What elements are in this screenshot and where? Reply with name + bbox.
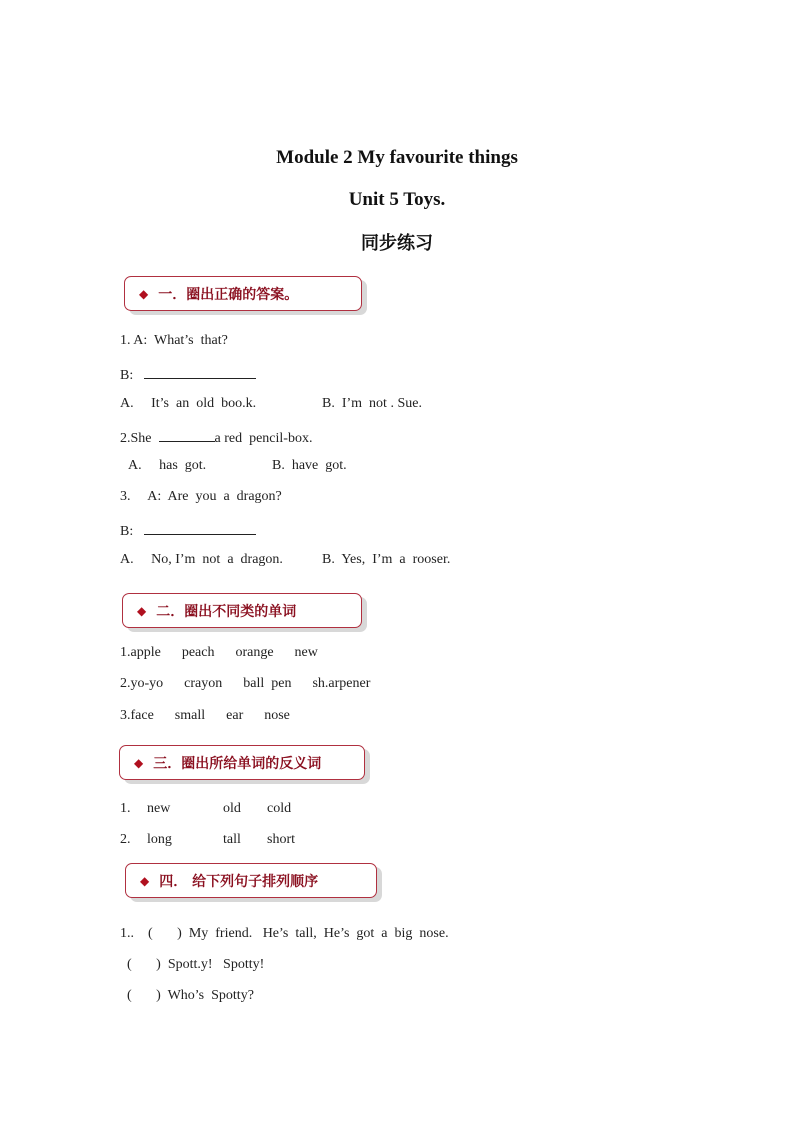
antonym-row-1-choice: cold bbox=[267, 801, 292, 816]
option-b-2: B. have got. bbox=[272, 458, 347, 473]
antonym-row-2-word: long bbox=[147, 832, 172, 847]
antonym-row-1-num: 1. bbox=[120, 801, 131, 816]
answer-blank bbox=[144, 520, 256, 535]
section-header-2 bbox=[122, 593, 362, 628]
unit-title: Unit 5 Toys. bbox=[348, 189, 446, 210]
question-2: 2.She a red pencil-box. bbox=[120, 427, 312, 447]
page-subtitle: 同步练习 bbox=[361, 233, 433, 254]
antonym-row-1-word: new bbox=[147, 801, 171, 816]
option-b-3: B. Yes, I’m a rooser. bbox=[322, 552, 451, 567]
section-header-1 bbox=[124, 276, 362, 311]
answer-line-1: B: bbox=[120, 364, 256, 384]
option-a-1: A. It’s an old boo.k. bbox=[120, 396, 257, 411]
diamond-bullet-icon: ◆ bbox=[137, 603, 147, 618]
question-3: 3. A: Are you a dragon? bbox=[120, 489, 282, 504]
section-header-4 bbox=[125, 863, 377, 898]
module-title: Module 2 My favourite things bbox=[276, 147, 518, 168]
diamond-bullet-icon: ◆ bbox=[134, 755, 144, 770]
order-row-2: ( ) Spott.y! Spotty! bbox=[127, 957, 265, 972]
word-row-1: 1.apple peach orange new bbox=[120, 645, 318, 660]
word-row-3: 3.face small ear nose bbox=[120, 708, 290, 723]
order-row-1: 1.. ( ) My friend. He’s tall, He’s got a big nose. bbox=[120, 926, 449, 941]
antonym-row-2-num: 2. bbox=[120, 832, 131, 847]
option-a-2: A. has got. bbox=[128, 458, 207, 473]
antonym-row-2-choice: tall bbox=[223, 832, 241, 847]
diamond-bullet-icon: ◆ bbox=[140, 873, 150, 888]
option-a-3: A. No, I’m not a dragon. bbox=[120, 552, 283, 567]
order-row-3: ( ) Who’s Spotty? bbox=[127, 988, 254, 1003]
section-header-3 bbox=[119, 745, 365, 780]
word-row-2: 2.yo-yo crayon ball pen sh.arpener bbox=[120, 676, 371, 691]
answer-line-3: B: bbox=[120, 520, 256, 540]
fill-blank bbox=[159, 427, 215, 442]
option-b-1: B. I’m not . Sue. bbox=[322, 396, 422, 411]
antonym-row-1-choice: old bbox=[223, 801, 241, 816]
answer-blank bbox=[144, 364, 256, 379]
section-label: 二．圈出不同类的单词 bbox=[156, 603, 297, 620]
question-1: 1. A: What’s that? bbox=[120, 333, 228, 348]
section-label: 四． 给下列句子排列顺序 bbox=[159, 873, 319, 890]
diamond-bullet-icon: ◆ bbox=[139, 286, 149, 301]
antonym-row-2-choice: short bbox=[267, 832, 295, 847]
section-label: 三．圈出所给单词的反义词 bbox=[153, 755, 322, 772]
section-label: 一．圈出正确的答案。 bbox=[158, 286, 299, 303]
